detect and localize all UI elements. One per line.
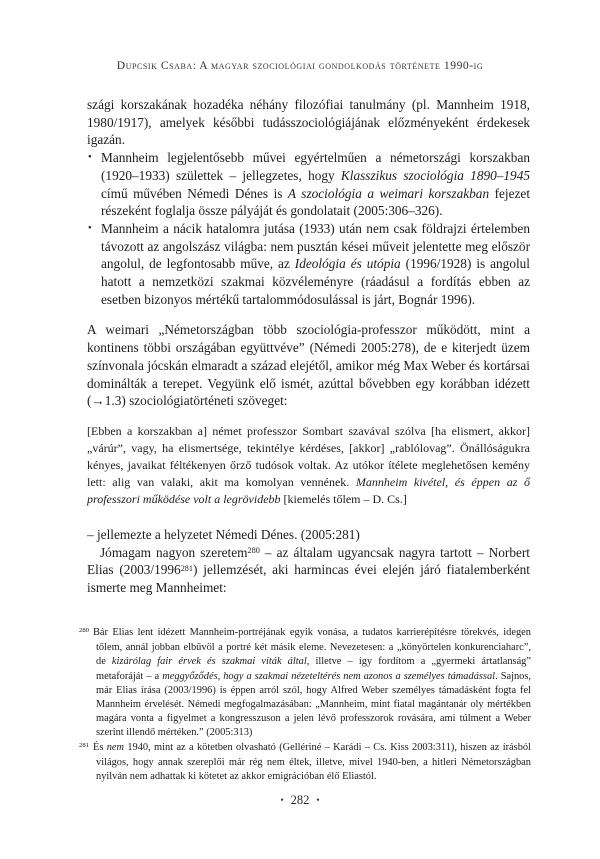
- page-number: [0, 793, 600, 808]
- paragraph-jomagam: Jómagam nagyon szeretem$^{280}$ – az általam ugyancsak nagyra tartott – Norbert Elias (2003/1996$^{281}$) jellemzését, aki harmincas évei elején járó fiatalemberként ismerte meg Mannheimet:: [87, 544, 530, 596]
- page-body: [87, 96, 530, 597]
- footnote-number: 281: [79, 741, 89, 749]
- footnote-281: [79, 741, 531, 785]
- bullet-list: [87, 149, 530, 308]
- paragraph-weimar: A weimari „Németországban több szociológia-professzor működött, mint a kontinens többi országában együttvéve” (Némedi 2005:278), de e kiterjedt üzem színvonala jócskán elmaradt a század elejétől, amikor még Max Weber és kortársai dominálták a terepet. Vegyünk elő ismét, azúttal bővebben egy korábban idézett (→1.3) szociológiatörténeti szöveget:: [87, 322, 530, 409]
- folio-number: 282: [290, 793, 310, 807]
- folio-dot-left: •: [280, 794, 284, 805]
- folio-dot-right: •: [316, 794, 320, 805]
- block-quote: [Ebben a korszakban a] német professzor Sombart szavával szólva [ha elismert, akkor] „várúr”, vagy, ha elismertsége, tekintélye kérdéses, [akkor] „rablólovag”. Önállóságukra kényes, javaikat féltékenyen őrző tudósok voltak. Az utókor ítélete meglehetősen kemény lett: alig van valaki, akit ma komolyan vennének. Mannheim kivétel, és éppen az ő professzori működése volt a legrövidebb [kiemelés tőlem – D. Cs.]: [87, 423, 530, 506]
- quote-attribution: – jellemezte a helyzetet Némedi Dénes. (2005:281): [87, 526, 360, 542]
- footnote-280: [79, 626, 531, 741]
- running-header: Dupcsik Csaba: A magyar szociológiai gondolkodás története 1990-ig: [116, 59, 484, 72]
- bullet-item-mannheim-emigration: • Mannheim a nácik hatalomra jutása (1933) után nem csak földrajzi értelemben távozott az angolszász világba: nem pusztán kései műveit jelentette meg először angolul, de legfontosabb műve, az Ideológia és utópia (1996/1928) is angolul hatott a nemzetközi szakmai közvéleményre (ráadásul a fordítás ebben az esetben bizonyos mértékű tartalommódosulással is járt, Bognár 1996).: [87, 220, 530, 309]
- footnotes-section: [79, 626, 531, 784]
- footnote-text: És nem 1940, mint az a kötetben olvasható (Gellériné – Karádi – Cs. Kiss 2003:311), hiszen az írásból világos, hogy annak szereplői már rég nem éltek, illetve, mivel 1940-ben, a hitleri Németországban nyilván nem adhattak ki kötetet az akkor emigrációban élő Eliastól.: [92, 741, 531, 783]
- footnote-text: Bár Elias lent idézett Mannheim-portréjának egyik vonása, a tudatos karrierépítésre törekvés, idegen tőlem, annál jobban elbűvöl a portré két másik eleme. Nevezetesen: a „könyörtelen konkurenciaharc”, de kizárólag fair érvek és szakmai viták által, illetve – így fordítom a „gyermeki ártatlanság” metaforáját – a meggyőződés, hogy a szakmai nézeteltérés nem azonos a személyes támadással. Sajnos, már Elias írása (2003/1996) is éppen arról szól, hogy Alfred Weber személyes támadásként fogta fel Mannheim érvelését. Némedi megfogalmazásában: „Mannheim, mint fiatal magántanár oly mértékben magára vonta a figyelmet a kongresszuson a jelen lévő professzorok rovására, ami túlment a Weber szerint illendő mértéken.” (2005:313): [92, 627, 531, 739]
- footnote-number: 280: [79, 627, 89, 635]
- bullet-item-mannheim-works: • Mannheim legjelentősebb művei egyértelműen a németországi korszakban (1920–1933) születtek – jellegzetes, hogy Klasszikus szociológia 1890–1945 című művében Némedi Dénes is A szociológia a weimari korszakban fejezet részeként foglalja össze pályáját és gondolatait (2005:306–326).: [87, 149, 530, 220]
- paragraph-continuation: szági korszakának hozadéka néhány filozófiai tanulmány (pl. Mannheim 1918, 1980/1917), amelyek későbbi tudásszociológiájának előzményeként érdekesek igazán.: [87, 97, 530, 148]
